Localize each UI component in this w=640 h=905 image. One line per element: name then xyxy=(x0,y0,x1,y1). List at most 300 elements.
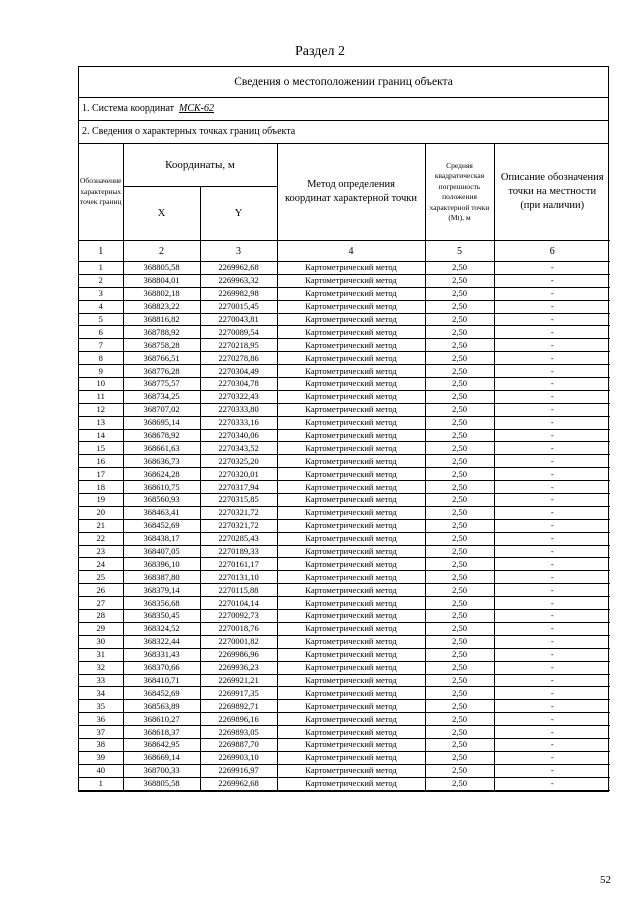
cell-error: 2,50 xyxy=(425,700,494,713)
cell-description: - xyxy=(494,274,610,287)
table-row xyxy=(79,584,610,597)
cell-coord-x: 368642,95 xyxy=(123,738,200,751)
cell-coord-x: 368356,68 xyxy=(123,597,200,610)
cell-coord-x: 368324,52 xyxy=(123,622,200,635)
boundary-info-table-frame xyxy=(78,66,609,792)
cell-coord-y: 2269892,71 xyxy=(200,700,277,713)
table-row xyxy=(79,429,610,442)
cell-coord-y: 2270285,43 xyxy=(200,532,277,545)
cell-description: - xyxy=(494,442,610,455)
table-row xyxy=(79,751,610,764)
cell-method: Картометрический метод xyxy=(277,545,425,558)
cell-description: - xyxy=(494,506,610,519)
cell-point-id: 40 xyxy=(79,764,123,777)
cell-error: 2,50 xyxy=(425,635,494,648)
cell-method: Картометрический метод xyxy=(277,390,425,403)
cell-coord-x: 368350,45 xyxy=(123,610,200,623)
cell-method: Картометрический метод xyxy=(277,442,425,455)
cell-description: - xyxy=(494,622,610,635)
cell-coord-x: 368758,28 xyxy=(123,339,200,352)
cell-coord-x: 368560,93 xyxy=(123,494,200,507)
cell-method: Картометрический метод xyxy=(277,429,425,442)
cell-coord-y: 2270315,85 xyxy=(200,494,277,507)
cell-error: 2,50 xyxy=(425,674,494,687)
cell-point-id: 30 xyxy=(79,635,123,648)
cell-coord-x: 368407,05 xyxy=(123,545,200,558)
cell-method: Картометрический метод xyxy=(277,326,425,339)
cell-coord-x: 368618,37 xyxy=(123,726,200,739)
cell-point-id: 11 xyxy=(79,390,123,403)
cell-method: Картометрический метод xyxy=(277,661,425,674)
cell-point-id: 7 xyxy=(79,339,123,352)
header-designation: Обозначение характерных точек границ xyxy=(79,144,123,241)
cell-description: - xyxy=(494,313,610,326)
cell-description: - xyxy=(494,751,610,764)
cell-coord-x: 368396,10 xyxy=(123,558,200,571)
cell-coord-y: 2269986,96 xyxy=(200,648,277,661)
cell-coord-y: 2270321,72 xyxy=(200,519,277,532)
col-number-6: 6 xyxy=(494,241,610,262)
cell-error: 2,50 xyxy=(425,494,494,507)
cell-description: - xyxy=(494,300,610,313)
cell-method: Картометрический метод xyxy=(277,597,425,610)
cell-coord-x: 368379,14 xyxy=(123,584,200,597)
cell-error: 2,50 xyxy=(425,751,494,764)
cell-error: 2,50 xyxy=(425,661,494,674)
header-y: Y xyxy=(200,187,277,241)
cell-method: Картометрический метод xyxy=(277,300,425,313)
table-row xyxy=(79,622,610,635)
cell-description: - xyxy=(494,481,610,494)
cell-coord-x: 368788,92 xyxy=(123,326,200,339)
cell-point-id: 10 xyxy=(79,378,123,391)
cell-point-id: 37 xyxy=(79,726,123,739)
cell-error: 2,50 xyxy=(425,687,494,700)
cell-coord-x: 368775,57 xyxy=(123,378,200,391)
cell-point-id: 24 xyxy=(79,558,123,571)
cell-error: 2,50 xyxy=(425,597,494,610)
table-row xyxy=(79,738,610,751)
cell-error: 2,50 xyxy=(425,738,494,751)
cell-point-id: 32 xyxy=(79,661,123,674)
cell-method: Картометрический метод xyxy=(277,687,425,700)
cell-error: 2,50 xyxy=(425,648,494,661)
coordinate-system-line xyxy=(79,98,608,121)
cell-coord-y: 2270343,52 xyxy=(200,442,277,455)
table-row xyxy=(79,635,610,648)
cell-coord-y: 2270089,54 xyxy=(200,326,277,339)
cell-point-id: 25 xyxy=(79,571,123,584)
cell-error: 2,50 xyxy=(425,571,494,584)
table-row xyxy=(79,597,610,610)
cell-point-id: 29 xyxy=(79,622,123,635)
cell-error: 2,50 xyxy=(425,365,494,378)
col-number-2: 2 xyxy=(123,241,200,262)
table-row xyxy=(79,777,610,790)
cell-coord-y: 2270115,88 xyxy=(200,584,277,597)
cell-point-id: 2 xyxy=(79,274,123,287)
table-row xyxy=(79,352,610,365)
cell-method: Картометрический метод xyxy=(277,481,425,494)
cell-point-id: 14 xyxy=(79,429,123,442)
cell-coord-y: 2270304,49 xyxy=(200,365,277,378)
cell-coord-x: 368669,14 xyxy=(123,751,200,764)
cell-method: Картометрический метод xyxy=(277,726,425,739)
cell-coord-x: 368804,01 xyxy=(123,274,200,287)
cell-coord-x: 368563,89 xyxy=(123,700,200,713)
cell-coord-x: 368661,63 xyxy=(123,442,200,455)
cell-method: Картометрический метод xyxy=(277,262,425,275)
header-method: Метод определения координат характерной точки xyxy=(277,144,425,241)
cell-coord-y: 2269962,68 xyxy=(200,777,277,790)
cell-coord-y: 2269982,98 xyxy=(200,287,277,300)
cell-method: Картометрический метод xyxy=(277,532,425,545)
table-row xyxy=(79,545,610,558)
cell-point-id: 33 xyxy=(79,674,123,687)
cell-coord-y: 2269896,16 xyxy=(200,713,277,726)
points-section-line: 2. Сведения о характерных точках границ объекта xyxy=(79,121,608,144)
table-row xyxy=(79,532,610,545)
cell-description: - xyxy=(494,378,610,391)
table-row xyxy=(79,674,610,687)
cell-coord-x: 368610,27 xyxy=(123,713,200,726)
table-row xyxy=(79,558,610,571)
cell-description: - xyxy=(494,764,610,777)
cell-description: - xyxy=(494,365,610,378)
cell-method: Картометрический метод xyxy=(277,403,425,416)
col-number-3: 3 xyxy=(200,241,277,262)
cell-coord-x: 368695,14 xyxy=(123,416,200,429)
cell-point-id: 13 xyxy=(79,416,123,429)
cell-method: Картометрический метод xyxy=(277,648,425,661)
cell-coord-x: 368823,22 xyxy=(123,300,200,313)
table-row xyxy=(79,455,610,468)
cell-method: Картометрический метод xyxy=(277,610,425,623)
table-row xyxy=(79,764,610,777)
cell-error: 2,50 xyxy=(425,468,494,481)
cell-coord-x: 368452,69 xyxy=(123,519,200,532)
cell-coord-x: 368766,51 xyxy=(123,352,200,365)
cell-point-id: 26 xyxy=(79,584,123,597)
cell-coord-y: 2270333,16 xyxy=(200,416,277,429)
cell-coord-y: 2270043,81 xyxy=(200,313,277,326)
cell-coord-y: 2270218,95 xyxy=(200,339,277,352)
cell-coord-x: 368805,58 xyxy=(123,262,200,275)
cell-coord-y: 2270340,06 xyxy=(200,429,277,442)
cell-error: 2,50 xyxy=(425,442,494,455)
cell-coord-y: 2269921,21 xyxy=(200,674,277,687)
cell-method: Картометрический метод xyxy=(277,622,425,635)
header-coordinates: Координаты, м xyxy=(123,144,277,187)
cell-description: - xyxy=(494,545,610,558)
table-row xyxy=(79,262,610,275)
cell-error: 2,50 xyxy=(425,352,494,365)
cell-coord-y: 2270322,43 xyxy=(200,390,277,403)
cell-method: Картометрический метод xyxy=(277,584,425,597)
table-row xyxy=(79,416,610,429)
cell-description: - xyxy=(494,352,610,365)
cell-error: 2,50 xyxy=(425,326,494,339)
cell-method: Картометрический метод xyxy=(277,738,425,751)
cell-coord-y: 2270321,72 xyxy=(200,506,277,519)
cell-description: - xyxy=(494,713,610,726)
table-row xyxy=(79,726,610,739)
cell-error: 2,50 xyxy=(425,390,494,403)
cell-coord-y: 2269936,23 xyxy=(200,661,277,674)
cell-point-id: 38 xyxy=(79,738,123,751)
cell-method: Картометрический метод xyxy=(277,674,425,687)
cell-method: Картометрический метод xyxy=(277,339,425,352)
cell-method: Картометрический метод xyxy=(277,700,425,713)
cell-error: 2,50 xyxy=(425,416,494,429)
table-row xyxy=(79,378,610,391)
cell-point-id: 5 xyxy=(79,313,123,326)
table-row xyxy=(79,403,610,416)
table-row xyxy=(79,494,610,507)
cell-coord-x: 368370,66 xyxy=(123,661,200,674)
cell-coord-y: 2270333,80 xyxy=(200,403,277,416)
cell-error: 2,50 xyxy=(425,262,494,275)
cell-point-id: 23 xyxy=(79,545,123,558)
cell-description: - xyxy=(494,558,610,571)
cell-description: - xyxy=(494,777,610,790)
cell-coord-x: 368805,58 xyxy=(123,777,200,790)
cell-error: 2,50 xyxy=(425,584,494,597)
table-row xyxy=(79,713,610,726)
cell-coord-x: 368387,80 xyxy=(123,571,200,584)
cell-description: - xyxy=(494,262,610,275)
cell-error: 2,50 xyxy=(425,339,494,352)
cell-coord-y: 2269916,97 xyxy=(200,764,277,777)
cell-coord-x: 368734,25 xyxy=(123,390,200,403)
cell-coord-y: 2270325,20 xyxy=(200,455,277,468)
table-row xyxy=(79,661,610,674)
cell-description: - xyxy=(494,455,610,468)
cell-error: 2,50 xyxy=(425,532,494,545)
col-number-5: 5 xyxy=(425,241,494,262)
table-row xyxy=(79,442,610,455)
cell-method: Картометрический метод xyxy=(277,713,425,726)
cell-description: - xyxy=(494,494,610,507)
cell-coord-y: 2269903,10 xyxy=(200,751,277,764)
cell-coord-y: 2270317,94 xyxy=(200,481,277,494)
cell-method: Картометрический метод xyxy=(277,287,425,300)
cell-point-id: 17 xyxy=(79,468,123,481)
cell-coord-x: 368624,28 xyxy=(123,468,200,481)
cell-method: Картометрический метод xyxy=(277,313,425,326)
cell-method: Картометрический метод xyxy=(277,764,425,777)
cell-description: - xyxy=(494,326,610,339)
cell-error: 2,50 xyxy=(425,622,494,635)
cell-method: Картометрический метод xyxy=(277,494,425,507)
cell-description: - xyxy=(494,571,610,584)
cell-coord-y: 2269887,70 xyxy=(200,738,277,751)
cell-coord-x: 368707,02 xyxy=(123,403,200,416)
cell-point-id: 8 xyxy=(79,352,123,365)
table-row xyxy=(79,700,610,713)
cell-error: 2,50 xyxy=(425,313,494,326)
cell-coord-x: 368610,75 xyxy=(123,481,200,494)
cell-error: 2,50 xyxy=(425,777,494,790)
cell-coord-y: 2269962,68 xyxy=(200,262,277,275)
cell-point-id: 1 xyxy=(79,262,123,275)
cell-method: Картометрический метод xyxy=(277,558,425,571)
cell-error: 2,50 xyxy=(425,378,494,391)
cell-description: - xyxy=(494,674,610,687)
table-row xyxy=(79,648,610,661)
cell-method: Картометрический метод xyxy=(277,416,425,429)
table-row xyxy=(79,687,610,700)
header-error: Средняя квадратическая погрешность положения характерной точки (Mt), м xyxy=(425,144,494,241)
cell-method: Картометрический метод xyxy=(277,365,425,378)
cell-error: 2,50 xyxy=(425,274,494,287)
cell-method: Картометрический метод xyxy=(277,378,425,391)
cell-description: - xyxy=(494,468,610,481)
cell-point-id: 35 xyxy=(79,700,123,713)
cell-error: 2,50 xyxy=(425,506,494,519)
cell-description: - xyxy=(494,519,610,532)
cell-point-id: 22 xyxy=(79,532,123,545)
table-row xyxy=(79,468,610,481)
cell-description: - xyxy=(494,610,610,623)
cell-coord-y: 2270131,10 xyxy=(200,571,277,584)
cell-method: Картометрический метод xyxy=(277,635,425,648)
cell-error: 2,50 xyxy=(425,403,494,416)
cell-coord-y: 2270320,01 xyxy=(200,468,277,481)
cell-error: 2,50 xyxy=(425,519,494,532)
cell-point-id: 34 xyxy=(79,687,123,700)
cell-coord-x: 368410,71 xyxy=(123,674,200,687)
cell-coord-y: 2269893,05 xyxy=(200,726,277,739)
cell-point-id: 27 xyxy=(79,597,123,610)
cell-description: - xyxy=(494,416,610,429)
table-row xyxy=(79,287,610,300)
cell-description: - xyxy=(494,648,610,661)
cell-coord-y: 2270001,82 xyxy=(200,635,277,648)
table-row xyxy=(79,519,610,532)
cell-error: 2,50 xyxy=(425,558,494,571)
cell-coord-y: 2270018,76 xyxy=(200,622,277,635)
cell-description: - xyxy=(494,390,610,403)
cell-coord-x: 368322,44 xyxy=(123,635,200,648)
cell-coord-y: 2270189,33 xyxy=(200,545,277,558)
cell-description: - xyxy=(494,738,610,751)
cell-error: 2,50 xyxy=(425,726,494,739)
cell-method: Картометрический метод xyxy=(277,751,425,764)
cell-error: 2,50 xyxy=(425,610,494,623)
cell-point-id: 4 xyxy=(79,300,123,313)
cell-coord-x: 368802,18 xyxy=(123,287,200,300)
cell-description: - xyxy=(494,403,610,416)
cell-method: Картометрический метод xyxy=(277,274,425,287)
cell-coord-x: 368678,92 xyxy=(123,429,200,442)
cell-method: Картометрический метод xyxy=(277,455,425,468)
table-row xyxy=(79,300,610,313)
cell-error: 2,50 xyxy=(425,764,494,777)
cell-coord-y: 2269917,35 xyxy=(200,687,277,700)
cell-coord-y: 2270278,86 xyxy=(200,352,277,365)
cell-coord-x: 368776,28 xyxy=(123,365,200,378)
cell-description: - xyxy=(494,635,610,648)
cell-description: - xyxy=(494,661,610,674)
header-x: X xyxy=(123,187,200,241)
cell-point-id: 1 xyxy=(79,777,123,790)
cell-point-id: 6 xyxy=(79,326,123,339)
cell-error: 2,50 xyxy=(425,545,494,558)
cell-coord-y: 2270015,45 xyxy=(200,300,277,313)
cell-point-id: 19 xyxy=(79,494,123,507)
header-description: Описание обозначения точки на местности (при наличии) xyxy=(494,144,610,241)
cell-method: Картометрический метод xyxy=(277,519,425,532)
page-number: 52 xyxy=(600,874,611,886)
cell-error: 2,50 xyxy=(425,713,494,726)
table-row xyxy=(79,571,610,584)
cell-error: 2,50 xyxy=(425,481,494,494)
cell-coord-x: 368463,41 xyxy=(123,506,200,519)
cell-error: 2,50 xyxy=(425,300,494,313)
cell-point-id: 16 xyxy=(79,455,123,468)
cell-coord-x: 368636,73 xyxy=(123,455,200,468)
cell-description: - xyxy=(494,726,610,739)
cell-description: - xyxy=(494,597,610,610)
table-row xyxy=(79,313,610,326)
cell-coord-y: 2270104,14 xyxy=(200,597,277,610)
cell-method: Картометрический метод xyxy=(277,352,425,365)
cell-coord-x: 368700,33 xyxy=(123,764,200,777)
cell-point-id: 28 xyxy=(79,610,123,623)
cell-coord-x: 368816,82 xyxy=(123,313,200,326)
cell-point-id: 31 xyxy=(79,648,123,661)
table-row xyxy=(79,610,610,623)
cell-method: Картометрический метод xyxy=(277,571,425,584)
cell-method: Картометрический метод xyxy=(277,777,425,790)
table-row xyxy=(79,365,610,378)
table-row xyxy=(79,506,610,519)
cell-description: - xyxy=(494,532,610,545)
section-title: Раздел 2 xyxy=(294,44,346,59)
table-row xyxy=(79,390,610,403)
cell-point-id: 3 xyxy=(79,287,123,300)
coordinate-system-value: МСК-62 xyxy=(179,103,215,114)
cell-coord-x: 368438,17 xyxy=(123,532,200,545)
cell-method: Картометрический метод xyxy=(277,468,425,481)
cell-point-id: 12 xyxy=(79,403,123,416)
col-number-4: 4 xyxy=(277,241,425,262)
cell-point-id: 21 xyxy=(79,519,123,532)
cell-coord-x: 368331,43 xyxy=(123,648,200,661)
cell-point-id: 20 xyxy=(79,506,123,519)
cell-description: - xyxy=(494,429,610,442)
cell-description: - xyxy=(494,584,610,597)
cell-coord-x: 368452,69 xyxy=(123,687,200,700)
points-table xyxy=(79,144,610,791)
cell-coord-y: 2270161,17 xyxy=(200,558,277,571)
table-row xyxy=(79,481,610,494)
table-banner: Сведения о местоположении границ объекта xyxy=(79,67,608,98)
table-row xyxy=(79,326,610,339)
cell-point-id: 39 xyxy=(79,751,123,764)
cell-error: 2,50 xyxy=(425,429,494,442)
cell-coord-y: 2270092,73 xyxy=(200,610,277,623)
cell-point-id: 18 xyxy=(79,481,123,494)
cell-point-id: 9 xyxy=(79,365,123,378)
cell-point-id: 36 xyxy=(79,713,123,726)
cell-description: - xyxy=(494,700,610,713)
cell-coord-y: 2270304,78 xyxy=(200,378,277,391)
cell-error: 2,50 xyxy=(425,455,494,468)
cell-error: 2,50 xyxy=(425,287,494,300)
cell-method: Картометрический метод xyxy=(277,506,425,519)
